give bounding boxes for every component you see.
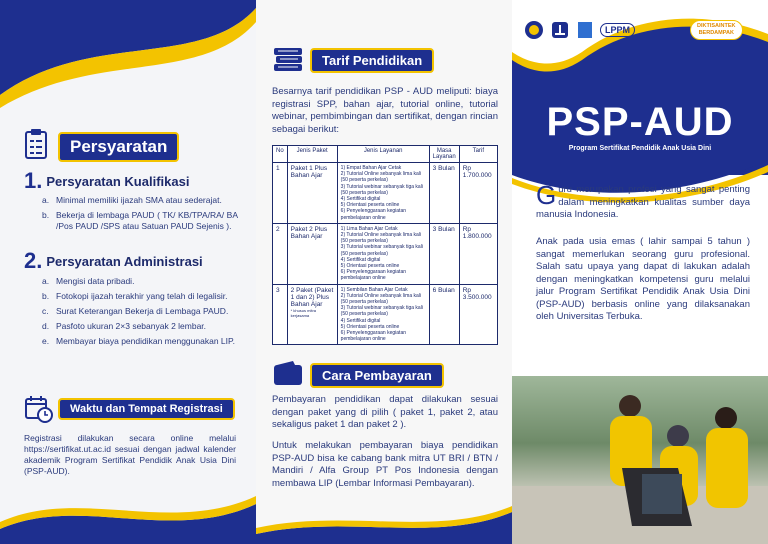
wallet-icon: [273, 360, 303, 386]
payment-text-1: Pembayaran pendidikan dapat dilakukan sesuai dengan paket yang di pilih ( paket 1, paket 2, atau sekaligus paket 1 dan paket 2 ).: [272, 394, 498, 430]
requirements-title: Persyaratan: [58, 132, 179, 162]
list-item: a. Minimal memiliki ijazah SMA atau sederajat.: [42, 195, 222, 205]
table-row: 2 Paket 2 Plus Bahan Ajar 1) Lima Bahan Ajar Cetak 2) Tutorial Online sebanyak lima kali (50 peserta perkelas) 3) Tutorial webinar sebanyak tiga kali (50 peserta perkelas) 4) Sertifikat digital 5) Orientasi peserta online 6) Penyelenggaraan kegiatan pembelajaran online 3 Bulan Rp 1.800.000: [273, 223, 498, 284]
qualification-number: 1.: [24, 168, 43, 193]
bottom-wave-decoration: [256, 504, 512, 544]
administration-list: [42, 276, 238, 351]
students-photo: [512, 376, 768, 544]
payment-text-2: Untuk melakukan pembayaran biaya pendidikan PSP-AUD bisa ke cabang bank mitra UT BRI / BTN / Mandiri / Alfa Group PT Pos Indonesia dengan membawa LIP (Lembar Informasi Pembayaran).: [272, 440, 498, 489]
table-header: No: [273, 146, 288, 163]
top-wave-decoration: [0, 0, 256, 110]
table-header: Tarif: [459, 146, 497, 163]
books-icon: [273, 46, 303, 74]
list-item: d. Pasfoto ukuran 2×3 sebanyak 2 lembar.: [42, 321, 207, 331]
table-row: 1 Paket 1 Plus Bahan Ajar 1) Empat Bahan Ajar Cetak 2) Tutorial Online sebanyak lima kali (50 peserta perkelas) 3) Tutorial webinar sebanyak tiga kali (50 peserta perkelas) 4) Sertifikat digital 5) Orientasi peserta online 6) Penyelenggaraan kegiatan pembelajaran online 3 Bulan Rp 1.700.000: [273, 163, 498, 224]
list-item: e. Membayar biaya pendidikan menggunakan LIP.: [42, 336, 235, 346]
bottom-wave-decoration: [0, 474, 256, 544]
table-header: Jenis Layanan: [337, 146, 429, 163]
motivation-paragraph: Anak pada usia emas ( lahir sampai 5 tahun ) sangat memerlukan seorang guru profesional. Salah satu upaya yang dapat di lakukan adalah dengan meningkatkan kompetensi guru melalui jalur Program Sertifikat Pendidik Anak Usia Dini (PSP-AUD) berbasis online yang dilaksanakan oleh Universitas Terbuka.: [536, 236, 750, 322]
panel-cover: [512, 0, 768, 544]
tuition-title: Tarif Pendidikan: [310, 48, 434, 73]
registration-title: Waktu dan Tempat Registrasi: [58, 398, 235, 420]
list-item: c. Surat Keterangan Bekerja di Lembaga PAUD.: [42, 306, 229, 316]
cover-title: PSP-AUD: [546, 100, 734, 144]
ministry-logo-icon: [524, 20, 544, 40]
tuition-table: [272, 145, 498, 345]
university-logo-icon: [550, 20, 570, 40]
checklist-icon: [24, 129, 48, 159]
administration-title: Persyaratan Administrasi: [46, 253, 203, 269]
qualification-list: [42, 195, 238, 236]
list-item: b. Fotokopi ijazah terakhir yang telah di legalisir.: [42, 291, 228, 301]
cover-subtitle: Program Sertifikat Pendidik Anak Usia Dini: [568, 145, 712, 152]
intro-paragraph: Guru merupakan profesi yang sangat penting dalam meningkatkan kualitas sumber daya manusia Indonesia.: [536, 180, 750, 220]
logo-group: [524, 20, 635, 40]
payment-title: Cara Pembayaran: [310, 363, 444, 388]
list-item: a. Mengisi data pribadi.: [42, 276, 135, 286]
panel-requirements: [0, 0, 256, 544]
table-row: 3 2 Paket (Paket 1 dan 2) Plus Bahan Ajar * khusus mitra kerjasama 1) Sembilan Bahan Ajar Cetak 2) Tutorial Online sebanyak lima kali (50 peserta perkelas) 3) Tutorial webinar sebanyak tiga kali (50 peserta perkelas) 4) Sertifikat digital 5) Orientasi peserta online 6) Penyelenggaraan kegiatan pembelajaran online 6 Bulan Rp 3.500.000: [273, 284, 498, 345]
table-header: Masa Layanan: [429, 146, 459, 163]
panel-tuition: [256, 0, 512, 544]
list-item: b. Bekerja di lembaga PAUD ( TK/ KB/TPA/RA/ BA /Pos PAUD /SPS atau Satuan PAUD Sejenis ).: [42, 210, 238, 231]
tuition-text: Besarnya tarif pendidikan PSP - AUD meliputi: biaya registrasi SPP, bahan ajar, tutorial online, tutorial webinar, pembimbingan dan sertifikat, dengan rincian sebagai berikut:: [272, 86, 498, 135]
lppm-logo: LPPM: [600, 23, 635, 37]
bluebook-logo-icon: [576, 20, 594, 40]
dropcap: G: [536, 180, 557, 210]
administration-number: 2.: [24, 248, 43, 273]
calendar-clock-icon: [25, 395, 53, 423]
diktisaintek-badge: DIKTISAINTEK BERDAMPAK: [690, 20, 743, 40]
registration-text: Registrasi dilakukan secara online melalui https://sertifikat.ut.ac.id sesuai dengan jadwal kalender akademik Program Sertifikat Pendidik Anak Usia Dini (PSP-AUD).: [24, 433, 236, 476]
qualification-title: Persyaratan Kualifikasi: [46, 173, 190, 189]
table-header: Jenis Paket: [287, 146, 337, 163]
